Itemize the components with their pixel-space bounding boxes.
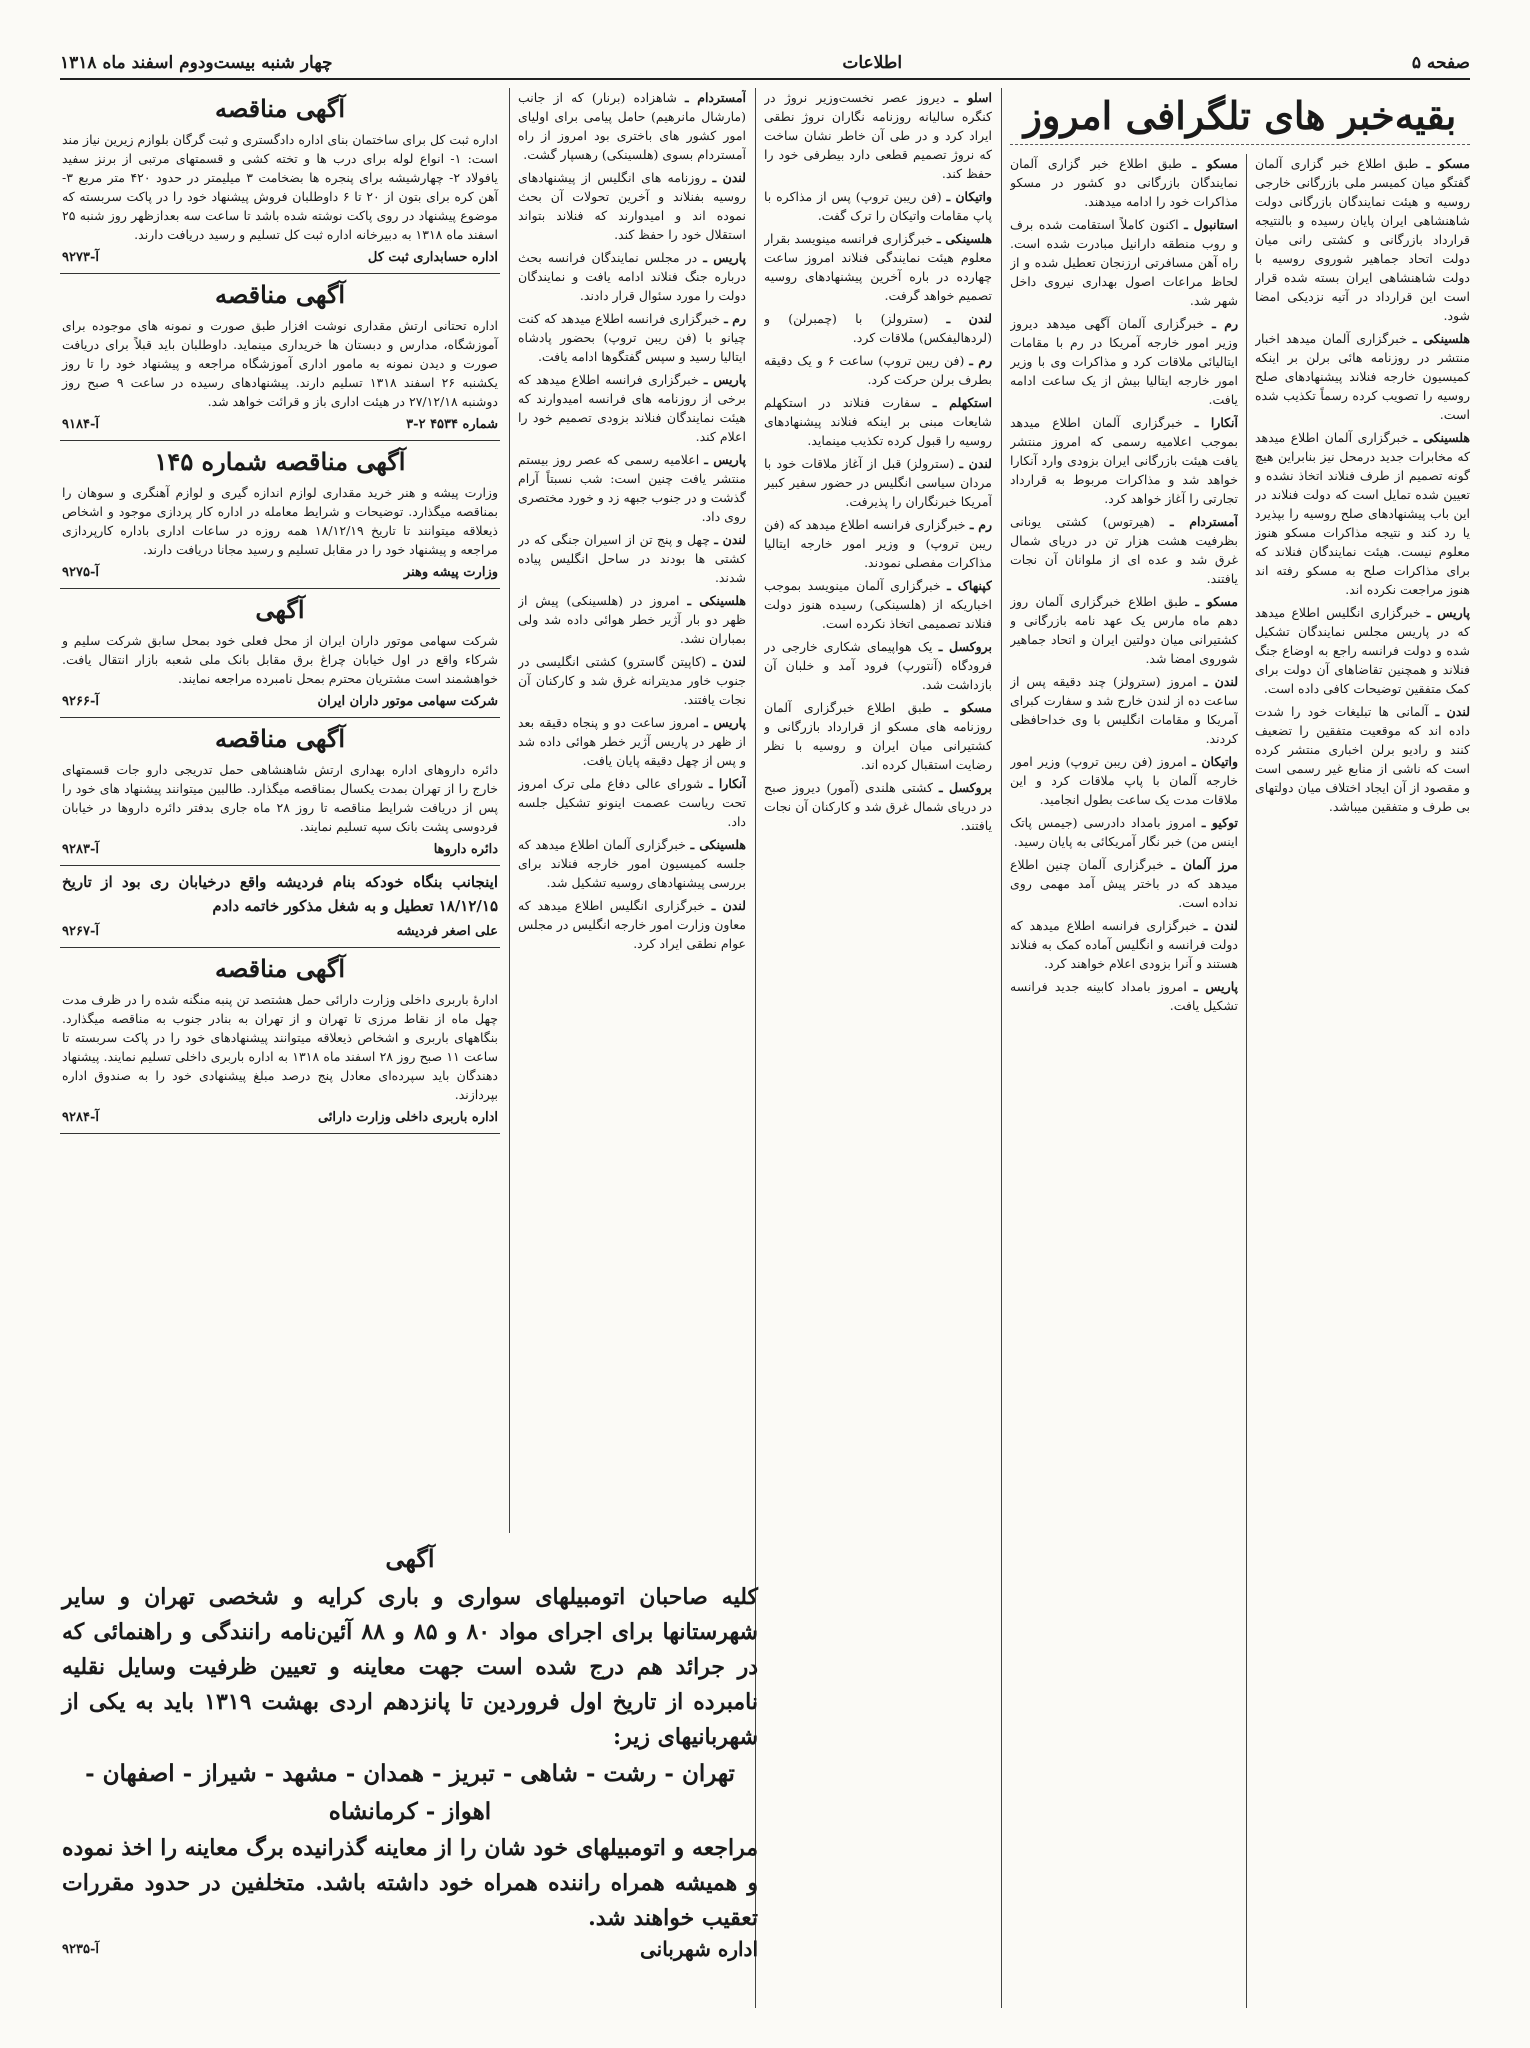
news-item bbox=[518, 835, 746, 892]
ad-title: آگهی مناقصه bbox=[214, 724, 346, 753]
news-item bbox=[1010, 592, 1238, 668]
ad-signature: اداره حسابداری ثبت کل bbox=[367, 250, 498, 265]
news-text: خبرگزاری فرانسه اطلاع میدهد که (فن ریبن تروپ) و وزیر امور خارجه ایتالیا مذاکرات مفصلی نمودند. bbox=[764, 517, 992, 570]
classified-ad bbox=[60, 718, 500, 866]
ad-body: اینجانب بنگاه خودکه بنام فردیشه واقع درخیابان ری بود از تاریخ ۱۸/۱۲/۱۵ تعطیل و به شغل مذکور خاتمه دادم bbox=[62, 873, 498, 915]
news-dateline: هلسینکی ـ bbox=[937, 231, 992, 246]
news-item bbox=[764, 309, 992, 347]
news-dateline: لندن ـ bbox=[1435, 704, 1470, 719]
news-dateline: پاریس ـ bbox=[1194, 979, 1238, 994]
big-ad bbox=[60, 1538, 760, 2008]
news-dateline: مسکو ـ bbox=[1426, 156, 1470, 171]
column-divider bbox=[1246, 154, 1247, 2008]
news-item bbox=[1010, 916, 1238, 973]
news-item bbox=[1010, 977, 1238, 1015]
news-item bbox=[1010, 413, 1238, 508]
news-dateline: پاریس ـ bbox=[703, 250, 746, 265]
news-text: (هیرتوس) کشتی یونانی بظرفیت هشت هزار تن در دریای شمال غرق شد و عده ای از ملوانان آن نجات یافتند. bbox=[1010, 514, 1238, 586]
news-dateline: لندن ـ bbox=[1203, 674, 1238, 689]
news-dateline: مرز آلمان ـ bbox=[1171, 857, 1238, 872]
news-text: دیروز عصر نخست‌وزیر نروژ در کنگره سالیانه روزنامه نگاران نروژ نطقی ایراد کرد و در طی آن خاطر نشان ساخت که نروژ تصمیم قطعی دارد بیطرفی خود را حفظ کند. bbox=[764, 90, 992, 181]
news-text: شورای عالی دفاع ملی ترک امروز تحت ریاست عصمت اینونو تشکیل جلسه داد. bbox=[518, 776, 746, 829]
news-text: سفارت فنلاند در استکهلم شایعات مبنی بر اینکه فنلاند پیشنهادهای روسیه را قبول کرده تکذیب مینماید. bbox=[764, 395, 992, 448]
ad-footer bbox=[62, 840, 498, 859]
news-item bbox=[518, 591, 746, 648]
ad-footer bbox=[62, 1108, 498, 1127]
ad-number: آ-۹۲۶۶ bbox=[62, 694, 99, 709]
news-item bbox=[1010, 672, 1238, 748]
newspaper-page bbox=[60, 48, 1470, 2008]
classified-ad bbox=[60, 1538, 760, 1965]
issue-date: چهار شنبه بیست‌ودوم اسفند ماه ۱۳۱۸ bbox=[60, 53, 333, 73]
news-item bbox=[1255, 154, 1470, 325]
news-dateline: واتیکان ـ bbox=[946, 189, 992, 204]
news-text: امروز ساعت دو و پنجاه دقیقه بعد از ظهر در پاریس آژیر خطر هوائی داده شد و پس از چهل دقیقه پایان یافت. bbox=[518, 715, 746, 768]
news-column-1 bbox=[1255, 154, 1470, 2008]
ad-body: اداره تحتانی ارتش مقداری نوشت افزار طبق صورت و نمونه های موجوده برای آموزشگاه، مدارس و دبستان ها خریداری مینماید. داوطلبان باید قبلاً برای دریافت صورت و دیدن نمونه به مامور اداری آموزشگاه مراجعه و پیشنهاد خود را تا روز یکشنبه ۲۶ اسفند ۱۳۱۸ تسلیم دارند. پیشنهادهای رسیده در ساعت ۹ صبح روز دوشنبه ۲۷/۱۲/۱۸ در هیئت اداری باز و قرائت خواهد شد. bbox=[62, 318, 498, 409]
news-item bbox=[1010, 314, 1238, 409]
news-item bbox=[764, 351, 992, 389]
news-dateline: رم ـ bbox=[969, 517, 992, 532]
ad-signature: شماره ۴۵۳۴ ۲-۳ bbox=[406, 417, 498, 432]
page-number: صفحه ۵ bbox=[1411, 53, 1470, 73]
ad-number: آ-۹۲۷۳ bbox=[62, 250, 99, 265]
news-text: شاهزاده (برنار) که از جانب (مارشال مانرهیم) حامل پیامی برای اولیای امور کشور های باختری بود امروز از راه آمستردام بسوی (هلسینکی) رهسپار گشت. bbox=[518, 90, 746, 162]
news-item bbox=[1010, 215, 1238, 310]
news-text: اعلامیه رسمی که عصر روز بیستم منتشر یافت چنین است: شب نسبتاً آرام گذشت و در جنوب جبهه زد و خورد مختصری روی داد. bbox=[518, 452, 746, 524]
ad-number: آ-۹۲۶۷ bbox=[62, 924, 99, 939]
news-item bbox=[1010, 855, 1238, 912]
news-item bbox=[1255, 329, 1470, 424]
news-item bbox=[518, 450, 746, 526]
news-item bbox=[764, 454, 992, 511]
news-item bbox=[518, 896, 746, 953]
ad-body: شرکت سهامی موتور داران ایران از محل فعلی خود بمحل سابق شرکت سلیم و شرکاء واقع در اول خیابان چراغ برق مقابل بانک ملی شعبه بازار انتقال یافت. خواهشمند است مشتریان محترم بمحل نامبرده مراجعه نمایند. bbox=[62, 633, 498, 686]
news-dateline: استکهلم ـ bbox=[932, 395, 992, 410]
ad-body: اداره ثبت کل برای ساختمان بنای اداره دادگستری و ثبت گرگان بلوازم زیرین نیاز مند است: ۱- انواع لوله برای درب ها و تخته کشی و قسمتهای مرتبی از برنز سفید یافولاد ۲- چهارشیشه برای پنجره ها بضخامت ۳ میلیمتر در حدود ۴۲۰ متر مربع ۳- آهن کره برای بتون از ۲۰ تا ۶ داوطلبان فروش پیشنهاد خود را در پاکت سربسته که موضوع پیشنهاد در روی پاکت نوشته شده باشد تا ساعت سه بعدازظهر روز شنبه ۲۵ اسفند ماه ۱۳۱۸ به دبیرخانه اداره ثبت کل تسلیم و رسید دریافت دارند. bbox=[62, 132, 499, 242]
ads-column bbox=[60, 88, 500, 1528]
ad-title: آگهی bbox=[255, 595, 305, 624]
news-dateline: استانبول ـ bbox=[1184, 217, 1238, 232]
news-item bbox=[764, 88, 992, 183]
news-text: کشتی هلندی (آمور) دیروز صبح در دریای شمال غرق شد و کارکنان آن نجات یافتند. bbox=[764, 780, 992, 833]
news-dateline: رم ـ bbox=[1212, 316, 1238, 331]
news-item bbox=[518, 248, 746, 305]
news-item bbox=[764, 229, 992, 305]
news-dateline: بروکسل ـ bbox=[938, 780, 992, 795]
ad-signature: علی اصغر فردیشه bbox=[396, 924, 498, 939]
ad-signature: اداره شهربانی bbox=[639, 1937, 758, 1961]
news-text: خبرگزاری آلمان اطلاع میدهد که مخابرات جدید درمحل نیز بنابراین هیچ گونه تصمیم از طرف فنلاند اتخاذ نشده و تعیین شده تمایل است که دولت فنلاند در این باب پیشنهادهای صلح روسیه را بپذیرد یا رد کند و نتیجه مذاکرات مسکو هنوز معلوم نیست. هیئت نمایندگان فنلاند که برای مذاکرات صلح به مسکو رفته اند هنوز مراجعت نکرده اند. bbox=[1255, 430, 1470, 597]
news-text: امروز (سترولز) چند دقیقه پس از ساعت ده از لندن خارج شد و سفارت کبرای آمریکا و مقامات انگلیس با وی خداحافظی کردند. bbox=[1010, 674, 1238, 746]
news-item bbox=[518, 530, 746, 587]
ad-signature: اداره باربری داخلی وزارت دارائی bbox=[317, 1110, 498, 1125]
news-text: طبق اطلاع خبر گزاری آلمان نمایندگان بازرگانی دو کشور در مسکو مذاکرات خود را ادامه میدهند. bbox=[1010, 156, 1238, 209]
news-dateline: بروکسل ـ bbox=[938, 639, 992, 654]
classified-ad bbox=[60, 589, 500, 718]
news-item bbox=[764, 778, 992, 835]
ad-footer bbox=[62, 692, 498, 711]
news-item bbox=[518, 713, 746, 770]
news-dateline: آمستردام ـ bbox=[685, 90, 746, 105]
ad-number: آ-۹۲۸۴ bbox=[62, 1110, 99, 1125]
banner bbox=[1010, 88, 1470, 145]
news-text: یک هواپیمای شکاری خارجی در فرودگاه (آنتورپ) فرود آمد و خلبان آن بازداشت شد. bbox=[764, 639, 992, 692]
news-dateline: هلسینکی ـ bbox=[687, 593, 746, 608]
news-dateline: توکیو ـ bbox=[1201, 815, 1238, 830]
news-item bbox=[1255, 702, 1470, 816]
news-text: طبق اطلاع خبرگزاری آلمان روز دهم ماه مارس یک عهد نامه بازرگانی و کشتیرانی میان دولتین ایران و اتحاد جماهیر شوروی امضا شد. bbox=[1010, 594, 1238, 666]
news-column-2 bbox=[1010, 154, 1238, 2008]
news-item bbox=[1010, 813, 1238, 851]
news-text: در مجلس نمایندگان فرانسه بحث درباره جنگ فنلاند ادامه یافت و نمایندگان دولت را مورد سئوال قرار دادند. bbox=[518, 250, 746, 303]
news-text: امروز بامداد کابینه جدید فرانسه تشکیل یافت. bbox=[1010, 979, 1238, 1013]
news-text: خبرگزاری آلمان اطلاع میدهد بموجب اعلامیه رسمی که امروز منتشر یافت هیئت بازرگانی ایران بزودی وارد آنکارا خواهد شد و مذاکرات مربوط به قرارداد تجارتی را آغاز خواهد کرد. bbox=[1010, 415, 1238, 506]
news-item bbox=[518, 309, 746, 366]
ad-body-tail: مراجعه و اتومبیلهای خود شان را از معاینه گذرانیده برگ معاینه را اخذ نموده و همیشه همراه راننده همراه خود داشته باشد. متخلفین در حدود مقررات تعقیب خواهند شد. bbox=[62, 1835, 758, 1931]
news-dateline: مسکو ـ bbox=[1192, 156, 1238, 171]
news-dateline: لندن ـ bbox=[712, 170, 746, 185]
news-text: خبرگزاری فرانسه مینویسد بقرار معلوم هیئت نمایندگی فنلاند امروز ساعت چهارده در باره آخرین پیشنهادهای روسیه تصمیم خواهد گرفت. bbox=[764, 231, 992, 303]
ad-number: آ-۹۲۷۵ bbox=[62, 565, 99, 580]
news-dateline: آنکارا ـ bbox=[1194, 415, 1238, 430]
news-item bbox=[764, 698, 992, 774]
news-item bbox=[764, 637, 992, 694]
classified-ad bbox=[60, 948, 500, 1134]
news-dateline: لندن ـ bbox=[1203, 918, 1238, 933]
news-item bbox=[1010, 154, 1238, 211]
news-dateline: لندن ـ bbox=[712, 654, 746, 669]
news-dateline: هلسینکی ـ bbox=[1412, 331, 1470, 346]
news-item bbox=[518, 370, 746, 446]
news-text: (فن ریبن تروپ) ساعت ۶ و یک دقیقه بطرف برلن حرکت کرد. bbox=[764, 353, 992, 387]
news-text: خبرگزاری فرانسه اطلاع میدهد که دولت فرانسه و انگلیس آماده کمک به فنلاند هستند و آنرا بزودی اعلام خواهند کرد. bbox=[1010, 918, 1238, 971]
ad-number: آ-۹۲۳۵ bbox=[62, 1942, 99, 1957]
news-text: طبق اطلاع خبرگزاری آلمان روزنامه های مسکو از قرارداد بازرگانی و کشتیرانی میان ایران و روسیه با نظر رضایت استقبال کرده اند. bbox=[764, 700, 992, 772]
news-dateline: هلسینکی ـ bbox=[1413, 430, 1470, 445]
news-item bbox=[1010, 752, 1238, 809]
news-dateline: کپنهاک ـ bbox=[947, 578, 992, 593]
news-text: امروز (فن ریبن تروپ) وزیر امور خارجه آلمان با پاپ ملاقات کرد و این ملاقات مدت یک ساعت بطول انجامید. bbox=[1010, 754, 1238, 807]
column-divider bbox=[509, 88, 510, 1533]
news-text: خبرگزاری انگلیس اطلاع میدهد که در پاریس مجلس نمایندگان تشکیل شده و دولت فرانسه راجع به اوضاع جنگ فنلاند و همچنین تقاضاهای آن دولت برای کمک متفقین توضیحات کافی داده است. bbox=[1255, 605, 1470, 696]
news-text: امروز در (هلسینکی) پیش از ظهر دو بار آژیر خطر هوائی داده شد ولی بمباران نشد. bbox=[518, 593, 746, 646]
ad-title: آگهی bbox=[385, 1544, 435, 1573]
news-text: خبرگزاری آلمان آگهی میدهد دیروز وزیر امور خارجه آمریکا در رم با مقامات ایتالیائی ملاقات کرد و مذاکرات وی با وزیر امور خارجه ایتالیا بیش از یک ساعت ادامه یافت. bbox=[1010, 316, 1238, 407]
banner-headline: بقیه‌خبر های تلگرافی امروز bbox=[1010, 88, 1470, 145]
news-dateline: رم ـ bbox=[969, 353, 992, 368]
news-text: خبرگزاری آلمان مینویسد بموجب اخباریکه از (هلسینکی) رسیده هنوز دولت فنلاند تصمیمی اتخاذ نکرده است. bbox=[764, 578, 992, 631]
news-dateline: پاریس ـ bbox=[704, 452, 746, 467]
news-column-4 bbox=[518, 88, 746, 1533]
news-dateline: پاریس ـ bbox=[704, 715, 746, 730]
news-text: چهل و پنج تن از اسیران جنگی که در کشتی ها بودند در ساحل انگلیس پیاده شدند. bbox=[518, 532, 746, 585]
news-dateline: هلسینکی ـ bbox=[690, 837, 746, 852]
ad-title: آگهی مناقصه شماره ۱۴۵ bbox=[154, 447, 406, 476]
ad-number: آ-۹۱۸۴ bbox=[62, 417, 99, 432]
news-item bbox=[518, 774, 746, 831]
news-text: امروز بامداد دادرسی (جیمس پاتک اینس من) خبر نگار آمریکائی به پایان رسید. bbox=[1010, 815, 1238, 849]
news-text: (فن ریبن تروپ) پس از مذاکره با پاپ مقامات واتیکان را ترک گفت. bbox=[764, 189, 992, 223]
ad-footer bbox=[62, 248, 498, 267]
news-column-3 bbox=[764, 88, 992, 2008]
news-dateline: اسلو ـ bbox=[954, 90, 992, 105]
news-text: خبرگزاری آلمان اطلاع میدهد که جلسه کمیسیون امور خارجه فنلاند برای بررسی پیشنهادهای روسیه تشکیل شد. bbox=[518, 837, 746, 890]
news-text: خبرگزاری انگلیس اطلاع میدهد که معاون وزارت امور خارجه انگلیس در مجلس عوام نطقی ایراد کرد. bbox=[518, 898, 746, 951]
news-text: (سترولز) با (چمبرلن) و (لردهالیفکس) ملاقات کرد. bbox=[764, 311, 992, 345]
news-dateline: واتیکان ـ bbox=[1192, 754, 1238, 769]
news-item bbox=[764, 393, 992, 450]
ad-number: آ-۹۲۸۳ bbox=[62, 842, 99, 857]
news-text: طبق اطلاع خبر گزاری آلمان گفتگو میان کمیسر ملی بازرگانی خارجی روسیه و هیئت نمایندگان بازرگانی دولت شاهنشاهی ایران پایان رسیده و بالنتیجه قرارداد بازرگانی و کشتی رانی میان دولت اتحاد جماهیر شوروی روسیه با دولت شاهنشاهی ایران بسته شده قرار است این قرارداد در آتیه نزدیکی امضا شود. bbox=[1255, 156, 1470, 323]
news-item bbox=[518, 652, 746, 709]
ad-city-list: تهران - رشت - شاهی - تبریز - همدان - مشهد - شیراز - اصفهان - اهواز - کرمانشاه bbox=[85, 1760, 735, 1825]
ad-signature: دائره داروها bbox=[433, 842, 498, 857]
ad-body: ادارهٔ باربری داخلی وزارت دارائی حمل هشتصد تن پنبه منگنه شده را در ظرف مدت چهل ماه از نقاط مرزی تا تهران و از تهران به بنادر جنوب به مناقصه میگذارد. بنگاههای باربری و اشخاص ذیعلاقه میتوانند پیشنهادهای خود را در پاکت سربسته تا ساعت ۱۱ صبح روز ۲۸ اسفند ماه ۱۳۱۸ به اداره باربری داخلی تسلیم نمایند. پیشنهاد دهندگان باید سپرده‌ای معادل پنج درصد مبلغ پیشنهادی خود را به صندوق اداره بپردازند. bbox=[62, 992, 499, 1102]
ad-footer bbox=[62, 922, 498, 941]
ad-title: آگهی مناقصه bbox=[214, 94, 346, 123]
news-dateline: آنکارا ـ bbox=[709, 776, 746, 791]
ad-footer bbox=[62, 563, 498, 582]
news-item bbox=[1010, 512, 1238, 588]
news-item bbox=[1255, 603, 1470, 698]
news-item bbox=[1255, 428, 1470, 599]
ad-footer bbox=[62, 415, 498, 434]
news-dateline: لندن ـ bbox=[714, 532, 746, 547]
news-text: خبرگزاری فرانسه اطلاع میدهد که برخی از روزنامه های فرانسه امیدوارند که هیئت نمایندگان فنلاند بزودی تصمیم خود را اعلام کند. bbox=[518, 372, 746, 444]
news-dateline: پاریس ـ bbox=[703, 372, 746, 387]
news-dateline: مسکو ـ bbox=[944, 700, 992, 715]
news-item bbox=[764, 187, 992, 225]
column-divider bbox=[1001, 88, 1002, 2008]
classified-ad bbox=[60, 441, 500, 589]
ad-signature: وزارت پیشه وهنر bbox=[403, 565, 498, 580]
news-text: (سترولز) قبل از آغاز ملاقات خود با مردان سیاسی انگلیس در حضور سفیر کبیر آمریکا خبرنگاران را پذیرفت. bbox=[764, 456, 992, 509]
news-item bbox=[764, 576, 992, 633]
news-text: (کاپیتن گاسترو) کشتی انگلیسی در جنوب خاور مدیترانه غرق شد و کارکنان آن نجات یافتند. bbox=[518, 654, 746, 707]
news-dateline: لندن ـ bbox=[711, 898, 746, 913]
news-text: خبرگزاری آلمان چنین اطلاع میدهد که در باختر پیش آمد مهمی روی نداده است. bbox=[1010, 857, 1238, 910]
news-dateline: مسکو ـ bbox=[1195, 594, 1238, 609]
news-dateline: لندن ـ bbox=[959, 456, 992, 471]
news-dateline: پاریس ـ bbox=[1426, 605, 1470, 620]
ad-title: آگهی مناقصه bbox=[214, 280, 346, 309]
news-item bbox=[764, 515, 992, 572]
paper-name: اطلاعات bbox=[842, 53, 903, 73]
news-dateline: لندن ـ bbox=[946, 311, 992, 326]
masthead bbox=[60, 48, 1470, 80]
classified-ad bbox=[60, 866, 500, 948]
ad-title: آگهی مناقصه bbox=[214, 954, 346, 983]
ad-body: وزارت پیشه و هنر خرید مقداری لوازم اندازه گیری و لوازم آهنگری و سوهان را بمناقصه میگذارد. توضیحات و شرایط معامله در اداره کار پردازی موجود و اشخاص ذیعلاقه میتوانند تا تاریخ ۱۸/۱۲/۱۹ همه روزه در ساعات اداری باداره کارپردازی مراجعه و پیشنهاد خود را در مقابل تسلیم و رسید مجانا دریافت دارند. bbox=[62, 485, 498, 557]
classified-ad bbox=[60, 88, 500, 274]
news-text: اکنون کاملاً استقامت شده برف و روب منطقه دارانیل مبادرت شده است. راه آهن مسافرتی ارزنجان تعطیل شده و از لحاظ مراعات اصول بهداری نیروی داخل شهر شد. bbox=[1010, 217, 1238, 308]
ad-body: دائره داروهای اداره بهداری ارتش شاهنشاهی حمل تدریجی دارو جات قسمتهای خارج را از تهران بمدت یکسال بمناقصه میگذارد. طالبین میتوانند پیشنهاد های خود را پس از دریافت شرایط مناقصه تا روز ۲۸ ماه جاری بدفتر دائره داروها در خیابان فردوسی پشت بانک سپه تسلیم نمایند. bbox=[62, 762, 498, 834]
news-text: آلمانی ها تبلیغات خود را شدت داده اند که موقعیت متفقین را تضعیف کنند و رادیو برلن اخباری منتشر کرده است که ناشی از منابع غیر رسمی است و مقصود از آن ایجاد اختلاف میان دولتهای بی طرف و متفقین میباشد. bbox=[1255, 704, 1470, 814]
news-text: خبرگزاری آلمان میدهد اخبار منتشر در روزنامه هائی برلن بر اینکه کمیسیون خارجه فنلاند پیشنهادهای صلح روسیه را تصویب کرده رسماً تکذیب شده است. bbox=[1255, 331, 1470, 422]
news-item bbox=[518, 168, 746, 244]
news-dateline: رم ـ bbox=[724, 311, 746, 326]
ad-body: کلیه صاحبان اتومبیلهای سواری و باری کرایه و شخصی تهران و سایر شهرستانها برای اجرای مواد ۸۰ و ۸۵ و ۸۸ آئین‌نامه رانندگی و راهنمائی که در جرائد هم درج شده است جهت معاینه و تعیین ظرفیت وسایل نقلیه نامبرده از تاریخ اول فروردین تا پانزدهم اردی بهشت ۱۳۱۹ باید به یکی از شهربانیهای زیر: bbox=[62, 1584, 758, 1750]
ad-signature: شرکت سهامی موتور داران ایران bbox=[317, 694, 498, 709]
news-dateline: آمستردام ـ bbox=[1170, 514, 1238, 529]
news-item bbox=[518, 88, 746, 164]
ad-footer bbox=[62, 1937, 758, 1961]
news-text: روزنامه های انگلیس از پیشنهادهای روسیه بفنلاند و آخرین تحولات آن بحث نموده اند و امیدوارند که فنلاند بتواند استقلال خود را حفظ کند. bbox=[518, 170, 746, 242]
news-text: خبرگزاری فرانسه اطلاع میدهد که کنت چیانو با (فن ریبن تروپ) بحضور پادشاه ایتالیا رسید و سپس گفتگوها ادامه یافت. bbox=[518, 311, 746, 364]
classified-ad bbox=[60, 274, 500, 441]
